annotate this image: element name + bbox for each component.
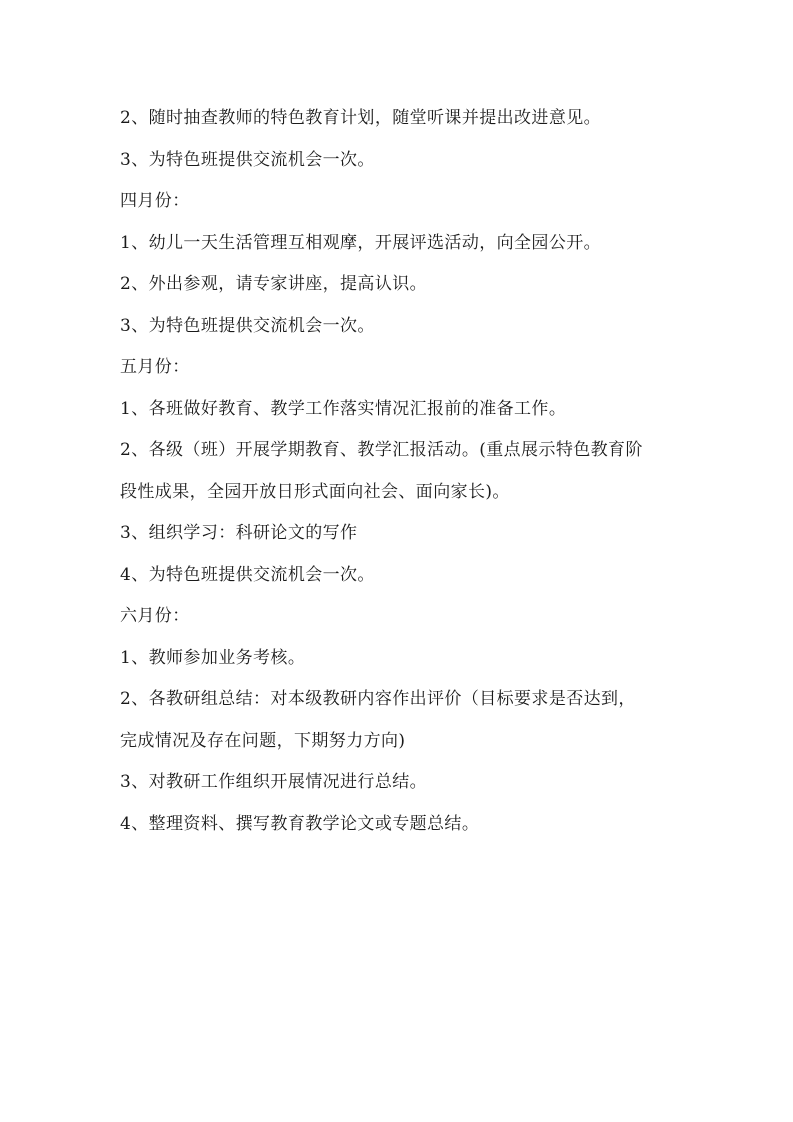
item-line: 1、各班做好教育、教学工作落实情况汇报前的准备工作。	[120, 398, 567, 419]
item-line: 1、幼儿一天生活管理互相观摩，开展评选活动，向全园公开。	[120, 232, 602, 253]
document-body	[120, 98, 680, 845]
item-line-continuation: 完成情况及存在问题，下期努力方向)	[120, 730, 406, 751]
item-line-continuation: 段性成果，全园开放日形式面向社会、面向家长)。	[120, 481, 510, 502]
item-line: 2、各级（班）开展学期教育、教学汇报活动。(重点展示特色教育阶	[120, 440, 643, 460]
month-heading: 四月份：	[120, 191, 190, 211]
item-line: 4、整理资料、撰写教育教学论文或专题总结。	[120, 813, 480, 834]
item-line: 2、外出参观，请专家讲座，提高认识。	[120, 274, 428, 294]
item-line: 4、为特色班提供交流机会一次。	[120, 564, 375, 585]
month-heading: 六月份：	[120, 606, 190, 626]
item-line: 3、为特色班提供交流机会一次。	[120, 149, 375, 170]
item-line: 3、为特色班提供交流机会一次。	[120, 315, 375, 336]
item-line: 2、随时抽查教师的特色教育计划，随堂听课并提出改进意见。	[120, 108, 602, 128]
item-line: 1、教师参加业务考核。	[120, 647, 306, 668]
item-line: 3、组织学习：科研论文的写作	[120, 523, 358, 543]
month-heading: 五月份：	[120, 357, 190, 377]
item-line: 3、对教研工作组织开展情况进行总结。	[120, 772, 428, 792]
item-line: 2、各教研组总结：对本级教研内容作出评价（目标要求是否达到，	[120, 689, 636, 709]
